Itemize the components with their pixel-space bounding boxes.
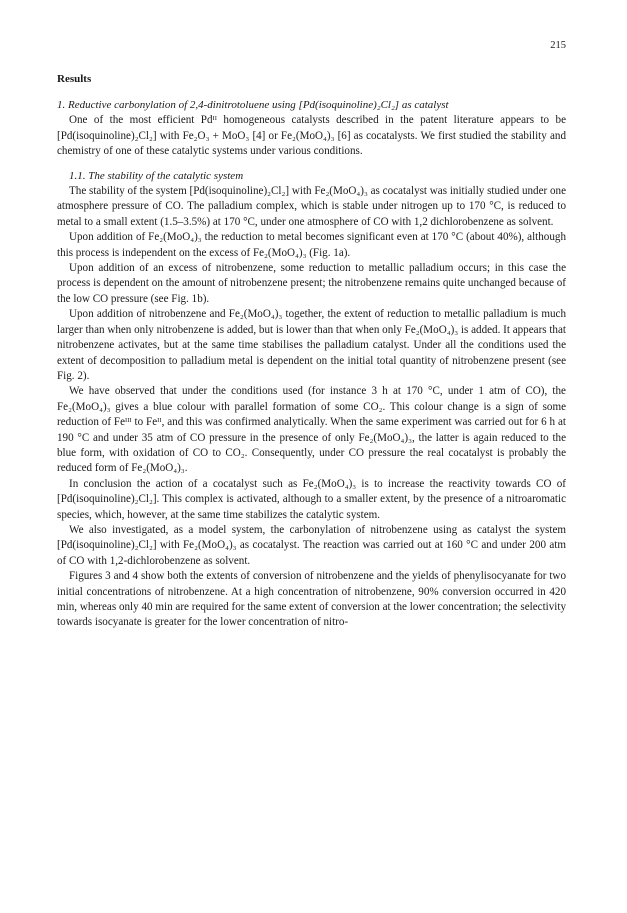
paragraph-6: We have observed that under the conditions used (for instance 3 h at 170 °C, under 1 atm of CO), the Fe₂(MoO₄)₃ gives a blue colour with parallel formation of some CO₂. This colour change is a sign of some reduction of Feᴵᴵᴵ to Feᴵᴵ, and this was confirmed analytically. When the same experiment was carried out for 6 h at 190 °C and under 35 atm of CO pressure in the presence of only Fe₂(MoO₄)₃, the latter is again reduced to the blue form, with oxidation of CO to CO₂. Consequently, under CO pressure the real cocatalyst is probably the reduced form of Fe₂(MoO₄)₃.	[57, 385, 566, 475]
body-text	[57, 98, 566, 631]
paragraph-4: Upon addition of an excess of nitrobenzene, some reduction to metallic palladium occurs; in this case the process is dependent on the amount of nitrobenzene present; the nitrobenzene remains quite unchanged because of the low CO pressure (see Fig. 1b).	[57, 262, 566, 305]
paragraph-2: The stability of the system [Pd(isoquinoline)₂Cl₂] with Fe₂(MoO₄)₃ as cocatalyst was initially studied under one atmosphere pressure of CO. The palladium complex, which is stable under nitrogen up to 170 °C, is reduced to metal to a small extent (1.5–3.5%) at 170 °C, under one atmosphere of CO with 1,2 dichlorobenzene as solvent.	[57, 185, 566, 228]
section-1-title: 1. Reductive carbonylation of 2,4-dinitrotoluene using [Pd(isoquinoline)₂Cl₂] as catalyst	[57, 99, 449, 111]
paragraph-5: Upon addition of nitrobenzene and Fe₂(MoO₄)₃ together, the extent of reduction to metallic palladium is much larger than when only nitrobenzene is added, but is lower than that when only Fe₂(MoO₄)₃ is added. It appears that nitrobenzene activates, but at the same time stabilises the palladium catalyst. Under all the conditions used the extent of decomposition to palladium metal is dependent on the initial total quantity of nitrobenzene present (see Fig. 2).	[57, 308, 566, 382]
page-number: 215	[550, 40, 566, 51]
paragraph-8: We also investigated, as a model system, the carbonylation of nitrobenzene using as catalyst the system [Pd(isoquinoline)₂Cl₂] with Fe₂(MoO₄)₃ as cocatalyst. The reaction was carried out at 160 °C and under 200 atm of CO with 1,2-dichlorobenzene as solvent.	[57, 523, 566, 567]
section-1-1-title: 1.1. The stability of the catalytic system	[69, 169, 244, 182]
section-heading: Results	[57, 73, 92, 85]
paragraph-9: Figures 3 and 4 show both the extents of conversion of nitrobenzene and the yields of phenylisocyanate for two initial concentrations of nitrobenzene. At a high concentration of nitrobenzene, 90% conversion occurred in 420 min, whereas only 40 min are required for the same extent of conversion at the lower concentration; the selectivity towards isocyanate is greater for the lower concentration of nitro-	[57, 570, 566, 629]
paragraph-1: One of the most efficient Pdᴵᴵ homogeneous catalysts described in the patent literature appears to be [Pd(isoquinoline)₂Cl₂] with Fe₂O₃ + MoO₃ [4] or Fe₂(MoO₄)₃ [6] as cocatalysts. We first studied the stability and chemistry of one of these catalytic systems under various conditions.	[57, 114, 566, 158]
paragraph-7: In conclusion the action of a cocatalyst such as Fe₂(MoO₄)₃ is to increase the reactivity towards CO of [Pd(isoquinoline)₂Cl₂]. This complex is activated, although to a smaller extent, by the presence of a nitroaromatic species, which, however, at the same time stabilizes the catalytic system.	[57, 477, 566, 521]
paragraph-3: Upon addition of Fe₂(MoO₄)₃ the reduction to metal becomes significant even at 170 °C (about 40%), although this process is independent on the excess of Fe₂(MoO₄)₃ (Fig. 1a).	[57, 231, 566, 259]
